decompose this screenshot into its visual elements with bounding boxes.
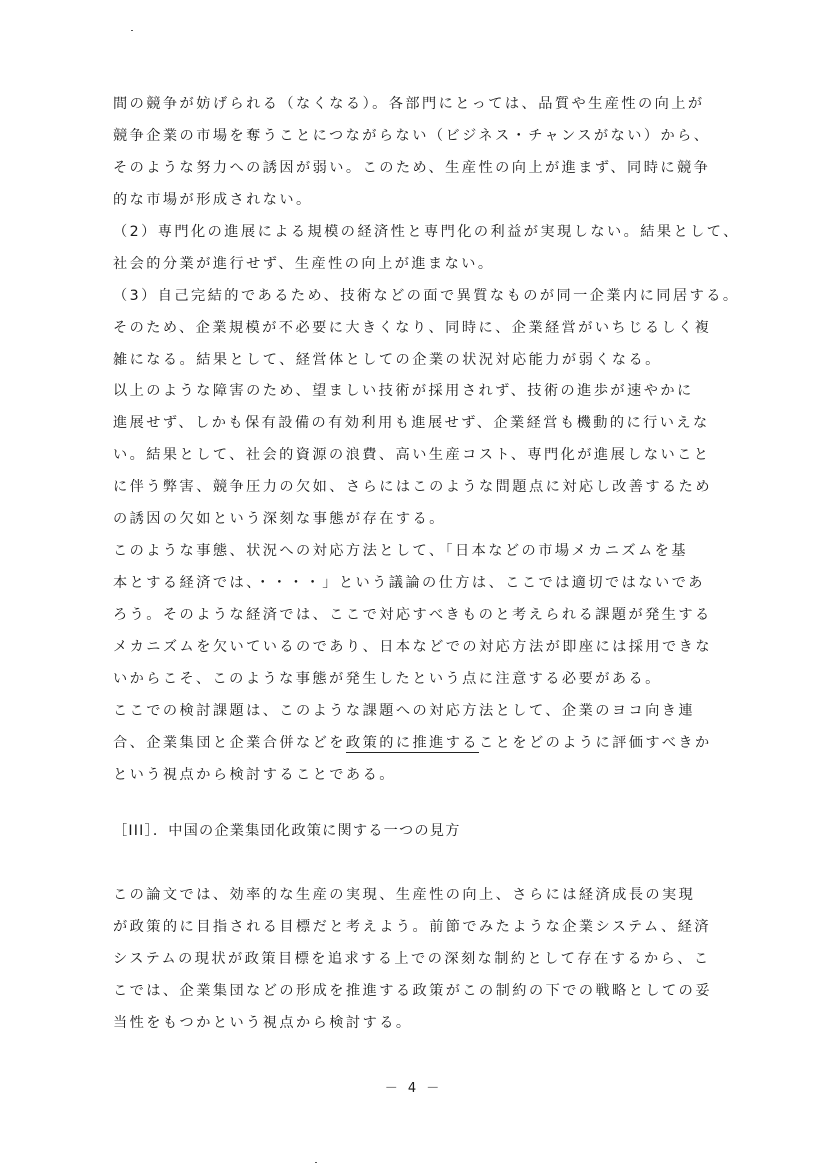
body-line: 雑になる。結果として、経営体としての企業の状況対応能力が弱くなる。 [113, 352, 662, 368]
body-line: 競争企業の市場を奪うことにつながらない（ビジネス・チャンスがない）から、 [113, 128, 711, 144]
body-line: い。結果として、社会的資源の浪費、高い生産コスト、専門化が進展しないこと [113, 447, 711, 463]
body-line: という視点から検討することである。 [113, 767, 396, 783]
scan-speck [315, 1162, 317, 1163]
body-line: 進展せず、しかも保有設備の有効利用も進展せず、企業経営も機動的に行いえな [113, 415, 710, 431]
body-line: が政策的に目指される目標だと考えよう。前節でみたような企業システム、経済 [113, 919, 711, 935]
page-number: － 4 － [384, 1081, 443, 1096]
body-line: （2）専門化の進展による規模の経済性と専門化の利益が実現しない。結果として、 [113, 224, 740, 240]
body-line: の誘因の欠如という深刻な事態が存在する。 [113, 511, 446, 527]
body-line: このような事態、状況への対応方法として、「日本などの市場メカニズムを基 [113, 543, 688, 559]
body-line: ここでの検討課題は、このような課題への対応方法として、企業のヨコ向き連 [113, 703, 696, 719]
body-line: メカニズムを欠いているのであり、日本などでの対応方法が即座には採用できな [113, 639, 712, 655]
body-line: 当性をもつかという視点から検討する。 [113, 1015, 413, 1031]
body-line: ろう。そのような経済では、ここで対応すべきものと考えられる課題が発生する [113, 607, 712, 623]
body-line: 本とする経済では、・・・・」という議論の仕方は、ここでは適切ではないであ [113, 575, 705, 591]
underlined-phrase: 政策的に推進する [345, 735, 480, 751]
body-line: 以上のような障害のため、望ましい技術が採用されず、技術の進歩が速やかに [113, 383, 694, 399]
body-line [113, 734, 712, 752]
body-line: いからこそ、このような事態が発生したという点に注意する必要がある。 [113, 671, 662, 687]
body-text: ことをどのように評価すべきか [479, 735, 712, 751]
body-text: 合、企業集団と企業合併などを [113, 735, 346, 751]
body-line: （3）自己完結的であるため、技術などの面で異質なものが同一企業内に同居する。 [113, 288, 740, 304]
body-line: システムの現状が政策目標を追求する上での深刻な制約として存在するから、こ [113, 951, 711, 967]
scan-speck [131, 30, 133, 31]
body-line: こでは、企業集団などの形成を推進する政策がこの制約の下での戦略としての妥 [113, 983, 712, 999]
section-heading: ［III］．中国の企業集団化政策に関する一つの見方 [113, 823, 461, 839]
body-line: 社会的分業が進行せず、生産性の向上が進まない。 [113, 256, 495, 272]
body-line: この論文では、効率的な生産の実現、生産性の向上、さらには経済成長の実現 [113, 887, 696, 903]
body-line: 的な市場が形成されない。 [113, 192, 313, 208]
body-line: に伴う弊害、競争圧力の欠如、さらにはこのような問題点に対応し改善するため [113, 479, 712, 495]
body-line: 間の競争が妨げられる（なくなる）。各部門にとっては、品質や生産性の向上が [113, 96, 705, 112]
body-line: そのため、企業規模が不必要に大きくなり、同時に、企業経営がいちじるしく複 [113, 320, 712, 336]
body-line: そのような努力への誘因が弱い。このため、生産性の向上が進まず、同時に競争 [113, 160, 711, 176]
